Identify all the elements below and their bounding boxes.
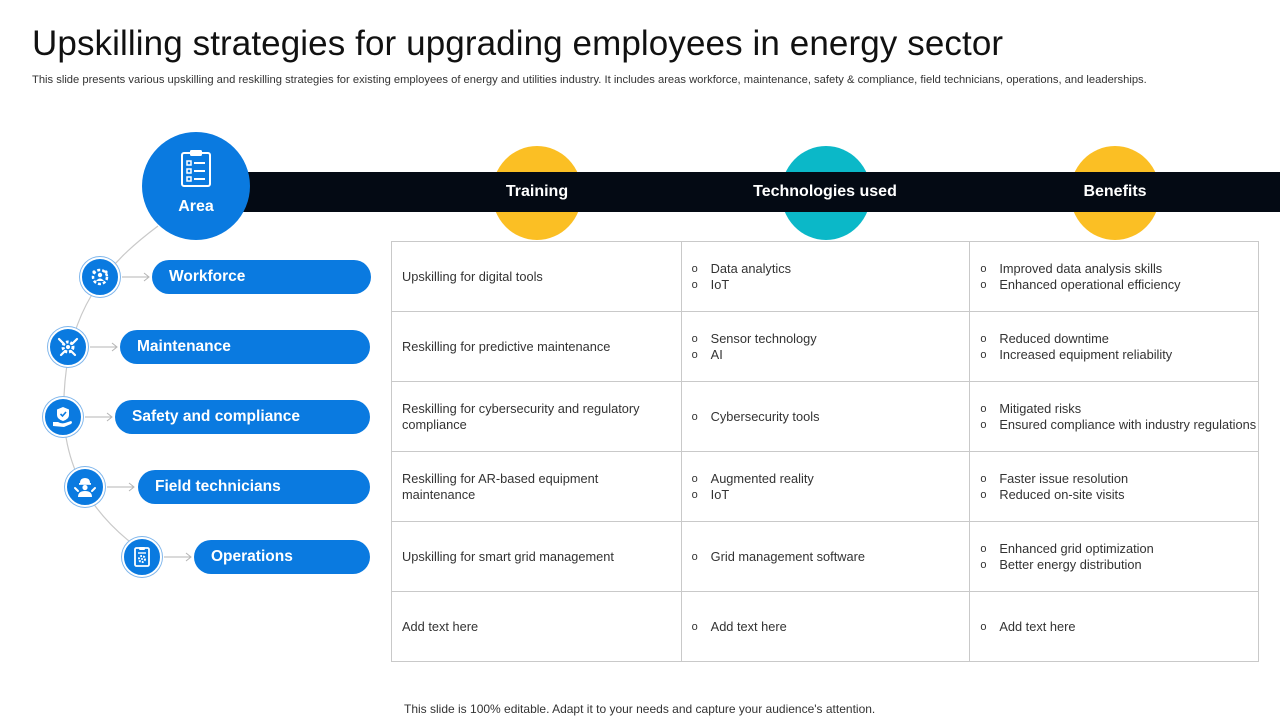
area-workforce-pill: Workforce [152,260,371,294]
list-item: o Reduced downtime [980,331,1258,347]
list-item: o Cybersecurity tools [692,409,970,425]
technologies-cell [681,242,970,312]
slide-title: Upskilling strategies for upgrading employees in energy sector [32,24,1004,63]
benefits-list [980,619,1258,635]
document-gear-icon [130,545,154,569]
area-circle [142,132,250,240]
table-row [392,592,1259,662]
connector-arc [0,0,400,620]
list-item: o Reduced on-site visits [980,487,1258,503]
list-item: o Ensured compliance with industry regulations [980,417,1258,433]
benefits-list [980,261,1258,293]
list-item: o Increased equipment reliability [980,347,1258,363]
arrow-icon [85,411,115,423]
table-row [392,522,1259,592]
table-row [392,242,1259,312]
header-technologies: Technologies used [753,183,897,200]
technologies-list [692,471,970,503]
benefits-list [980,471,1258,503]
benefits-cell [970,242,1259,312]
list-item: o Augmented reality [692,471,970,487]
team-gear-icon [88,265,112,289]
checklist-clipboard-icon [180,149,212,187]
header-training: Training [505,183,569,200]
benefits-cell [970,452,1259,522]
safety-icon-circle [43,397,83,437]
footer-note: This slide is 100% editable. Adapt it to your needs and capture your audience's attention. [404,702,876,716]
benefits-list [980,331,1258,363]
benefits-cell [970,382,1259,452]
training-cell: Upskilling for smart grid management [392,522,682,592]
benefits-cell [970,312,1259,382]
arrow-icon [90,341,120,353]
operations-icon-circle [122,537,162,577]
list-item: o Sensor technology [692,331,970,347]
maintenance-icon-circle [48,327,88,367]
technologies-cell [681,592,970,662]
area-maintenance-pill: Maintenance [120,330,370,364]
technologies-list [692,409,970,425]
technologies-list [692,619,970,635]
technologies-list [692,549,970,565]
benefits-cell [970,592,1259,662]
technologies-cell [681,312,970,382]
list-item: o Add text here [980,619,1258,635]
area-operations-pill: Operations [194,540,370,574]
training-cell: Add text here [392,592,682,662]
training-cell: Reskilling for AR-based equipment maintenance [392,452,682,522]
list-item: o Data analytics [692,261,970,277]
training-cell: Reskilling for predictive maintenance [392,312,682,382]
benefits-list [980,541,1258,573]
header-benefits: Benefits [1083,183,1147,200]
table-row [392,382,1259,452]
workforce-icon-circle [80,257,120,297]
area-safety-pill: Safety and compliance [115,400,370,434]
technologies-cell [681,452,970,522]
arrow-icon [107,481,137,493]
slide-subtitle: This slide presents various upskilling and reskilling strategies for existing employees of energy and utilities industry. It includes areas workforce, maintenance, safety & compliance, field technicians, operations, and leaderships. [32,74,1147,86]
technologies-cell [681,382,970,452]
list-item: o Add text here [692,619,970,635]
area-label: Area [178,198,214,215]
shield-hand-icon [51,405,75,429]
strategy-table [391,241,1259,662]
list-item: o Improved data analysis skills [980,261,1258,277]
training-cell: Upskilling for digital tools [392,242,682,312]
benefits-list [980,401,1258,433]
technologies-list [692,261,970,293]
list-item: o Faster issue resolution [980,471,1258,487]
wrench-gear-icon [56,335,80,359]
arrow-icon [164,551,194,563]
list-item: o Mitigated risks [980,401,1258,417]
arrow-icon [122,271,152,283]
field-technicians-icon-circle [65,467,105,507]
technologies-cell [681,522,970,592]
technician-icon [73,475,97,499]
list-item: o Enhanced grid optimization [980,541,1258,557]
list-item: o Better energy distribution [980,557,1258,573]
benefits-cell [970,522,1259,592]
list-item: o AI [692,347,970,363]
training-cell: Reskilling for cybersecurity and regulatory compliance [392,382,682,452]
table-row [392,312,1259,382]
area-field-technicians-pill: Field technicians [138,470,370,504]
list-item: o Enhanced operational efficiency [980,277,1258,293]
list-item: o IoT [692,487,970,503]
list-item: o Grid management software [692,549,970,565]
technologies-list [692,331,970,363]
table-row [392,452,1259,522]
list-item: o IoT [692,277,970,293]
